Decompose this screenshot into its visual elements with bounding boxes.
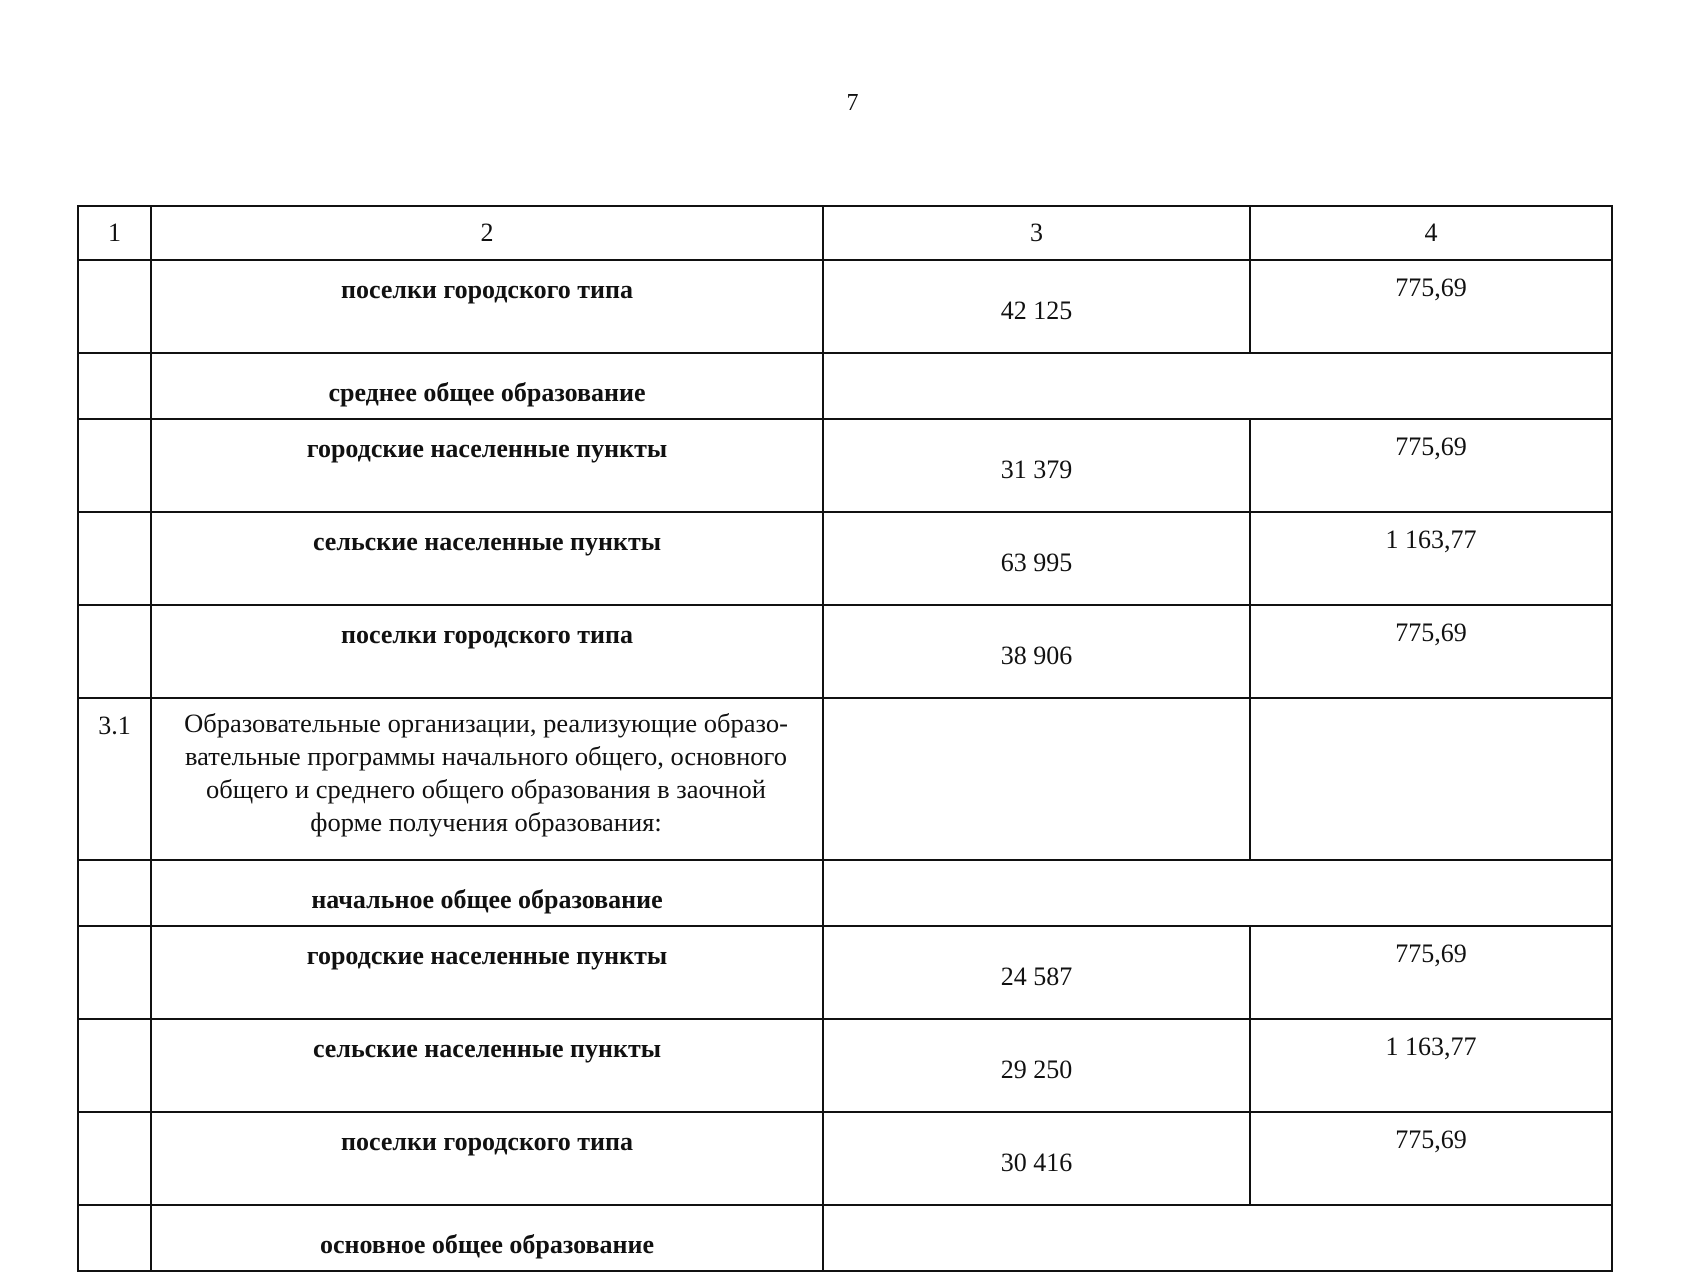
item-label-line: общего и среднего общего образования в заочной <box>206 774 766 804</box>
row-value-col4: 1 163,77 <box>1250 1019 1612 1112</box>
section-label-cell: основное общее образование <box>151 1205 823 1271</box>
row-number-cell <box>78 926 151 1019</box>
item-label-line: вательные программы начального общего, основного <box>185 741 787 771</box>
item-label-line: Образовательные организации, реализующие образо- <box>184 708 788 738</box>
row-number-cell <box>78 860 151 926</box>
row-label-cell: поселки городского типа <box>151 605 823 698</box>
header-cell-col4: 4 <box>1250 206 1612 260</box>
table-header-row <box>78 206 1612 260</box>
row-number-cell <box>78 1019 151 1112</box>
row-label-cell: городские населенные пункты <box>151 419 823 512</box>
row-value-col3: 24 587 <box>823 926 1250 1019</box>
row-number-cell: 3.1 <box>78 698 151 860</box>
row-number-cell <box>78 512 151 605</box>
table-row <box>78 1019 1612 1112</box>
section-empty-cell <box>823 1205 1612 1271</box>
row-label-cell: поселки городского типа <box>151 260 823 353</box>
row-number-cell <box>78 605 151 698</box>
table-row <box>78 512 1612 605</box>
header-cell-col1: 1 <box>78 206 151 260</box>
section-empty-cell <box>823 860 1612 926</box>
table-section-row <box>78 860 1612 926</box>
table-row <box>78 419 1612 512</box>
row-value-col3: 63 995 <box>823 512 1250 605</box>
table-row <box>78 926 1612 1019</box>
data-table <box>77 205 1613 1272</box>
section-empty-cell <box>823 353 1612 419</box>
row-label-cell: поселки городского типа <box>151 1112 823 1205</box>
row-label-cell: сельские населенные пункты <box>151 512 823 605</box>
header-cell-col2: 2 <box>151 206 823 260</box>
row-value-col3: 42 125 <box>823 260 1250 353</box>
table-section-row <box>78 1205 1612 1271</box>
section-label-cell: среднее общее образование <box>151 353 823 419</box>
row-number-cell <box>78 260 151 353</box>
table-row <box>78 260 1612 353</box>
table-row <box>78 1112 1612 1205</box>
row-value-col4: 775,69 <box>1250 605 1612 698</box>
row-value-col4: 775,69 <box>1250 419 1612 512</box>
row-value-col4 <box>1250 698 1612 860</box>
row-label-cell: сельские населенные пункты <box>151 1019 823 1112</box>
section-label-cell: начальное общее образование <box>151 860 823 926</box>
row-value-col3 <box>823 698 1250 860</box>
row-value-col3: 30 416 <box>823 1112 1250 1205</box>
item-label-line: форме получения образования: <box>310 807 662 837</box>
row-value-col4: 775,69 <box>1250 926 1612 1019</box>
header-cell-col3: 3 <box>823 206 1250 260</box>
row-value-col4: 775,69 <box>1250 260 1612 353</box>
row-number-cell <box>78 353 151 419</box>
row-number-cell <box>78 419 151 512</box>
row-value-col4: 775,69 <box>1250 1112 1612 1205</box>
table-section-row <box>78 353 1612 419</box>
table-item-row <box>78 698 1612 860</box>
page-number: 7 <box>846 90 859 116</box>
row-value-col4: 1 163,77 <box>1250 512 1612 605</box>
row-label-cell: городские населенные пункты <box>151 926 823 1019</box>
row-value-col3: 31 379 <box>823 419 1250 512</box>
item-label-cell <box>151 698 823 860</box>
row-number-cell <box>78 1205 151 1271</box>
row-value-col3: 29 250 <box>823 1019 1250 1112</box>
row-value-col3: 38 906 <box>823 605 1250 698</box>
row-number-cell <box>78 1112 151 1205</box>
table-row <box>78 605 1612 698</box>
